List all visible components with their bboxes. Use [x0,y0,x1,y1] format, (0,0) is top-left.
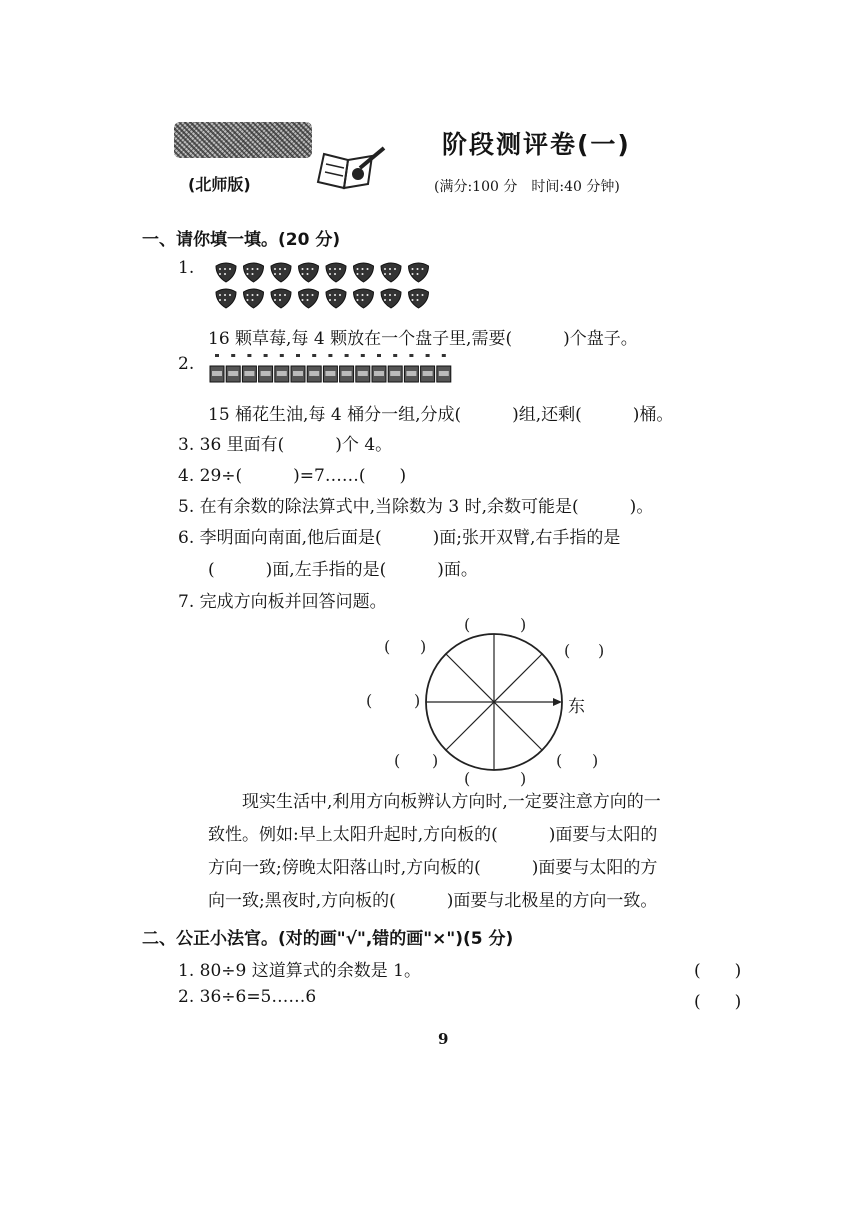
edition-label: (北师版) [188,175,251,194]
book-pencil-icon [314,142,390,192]
strawberry-icon [381,289,401,308]
strawberry-icon [354,289,374,308]
strawberry-icon [244,289,264,308]
svg-text:(: ( [464,615,471,634]
strawberry-icon [381,263,401,282]
question-4: 4. 29÷( )=7……( ) [178,466,407,486]
oil-bucket-icon [226,354,240,382]
strawberry-icon [299,263,319,282]
svg-text:): ) [420,637,427,656]
section-2-heading: 二、公正小法官。(对的画"√",错的画"×")(5 分) [142,929,514,949]
question-3: 3. 36 里面有( )个 4。 [178,435,393,455]
question-5: 5. 在有余数的除法算式中,当除数为 3 时,余数可能是( )。 [178,497,654,517]
svg-text:): ) [432,751,439,770]
oil-bucket-icon [242,354,256,382]
page-number: 9 [438,1030,449,1048]
strawberry-icon [299,289,319,308]
oil-bucket-icon [210,354,224,382]
title-banner-decoration [174,122,312,158]
strawberry-icon [271,289,291,308]
score-time-info: (满分:100 分 时间:40 分钟) [434,179,620,195]
oil-bucket-icon [259,354,273,382]
svg-text:(: ( [384,637,391,656]
strawberry-icon [409,289,429,308]
svg-text:(: ( [366,691,373,710]
oil-bucket-icon [275,354,289,382]
svg-text:): ) [520,615,527,634]
svg-text:(: ( [556,751,563,770]
question-7: 7. 完成方向板并回答问题。 [178,592,387,612]
oil-bucket-icon [388,354,402,382]
paragraph-line-1: 现实生活中,利用方向板辨认方向时,一定要注意方向的一 [242,792,661,812]
oil-bucket-icon [291,354,305,382]
oil-bucket-icon [372,354,386,382]
judge-item-2-answer: ( ) [694,992,742,1012]
svg-text:(: ( [564,641,571,660]
judge-item-2-text: 2. 36÷6=5……6 [178,987,317,1007]
oil-bucket-icon [356,354,370,382]
judge-item-1-text: 1. 80÷9 这道算式的余数是 1。 [178,961,421,981]
question-1-text: 16 颗草莓,每 4 颗放在一个盘子里,需要( )个盘子。 [208,329,638,349]
question-2-text: 15 桶花生油,每 4 桶分一组,分成( )组,还剩( )桶。 [208,405,674,425]
direction-paragraph [208,786,661,918]
compass-east-label: 东 [568,697,585,717]
strawberry-icon [354,263,374,282]
strawberry-icon [326,289,346,308]
svg-text:): ) [414,691,421,710]
svg-text:): ) [592,751,599,770]
svg-text:(: ( [464,769,471,788]
oil-bucket-icon [437,354,451,382]
oil-bucket-icon [421,354,435,382]
svg-text:): ) [598,641,605,660]
section-1-heading: 一、请你填一填。(20 分) [142,230,341,250]
judge-item-1-answer: ( ) [694,961,742,981]
strawberry-icon [216,263,236,282]
strawberry-icon [326,263,346,282]
oil-bucket-icons-group [208,352,454,386]
question-1-number: 1. [178,258,195,278]
strawberry-icon [244,263,264,282]
oil-bucket-icon [307,354,321,382]
question-2-number: 2. [178,354,195,374]
question-6-line-1: 6. 李明面向南面,他后面是( )面;张开双臂,右手指的是 [178,528,621,548]
oil-bucket-icon [340,354,354,382]
page-title: 阶段测评卷(一) [442,130,631,159]
strawberry-icon [271,263,291,282]
question-6-line-2: ( )面,左手指的是( )面。 [208,560,478,580]
paragraph-line-3: 方向一致;傍晚太阳落山时,方向板的( )面要与太阳的方 [208,858,658,878]
svg-text:(: ( [394,751,401,770]
paragraph-line-2: 致性。例如:早上太阳升起时,方向板的( )面要与太阳的 [208,825,658,845]
oil-bucket-icon [404,354,418,382]
paragraph-line-4: 向一致;黑夜时,方向板的( )面要与北极星的方向一致。 [208,891,658,911]
oil-bucket-icon [323,354,337,382]
strawberry-icons-group [210,256,436,310]
strawberry-icon [216,289,236,308]
strawberry-icon [409,263,429,282]
svg-text:): ) [520,769,527,788]
